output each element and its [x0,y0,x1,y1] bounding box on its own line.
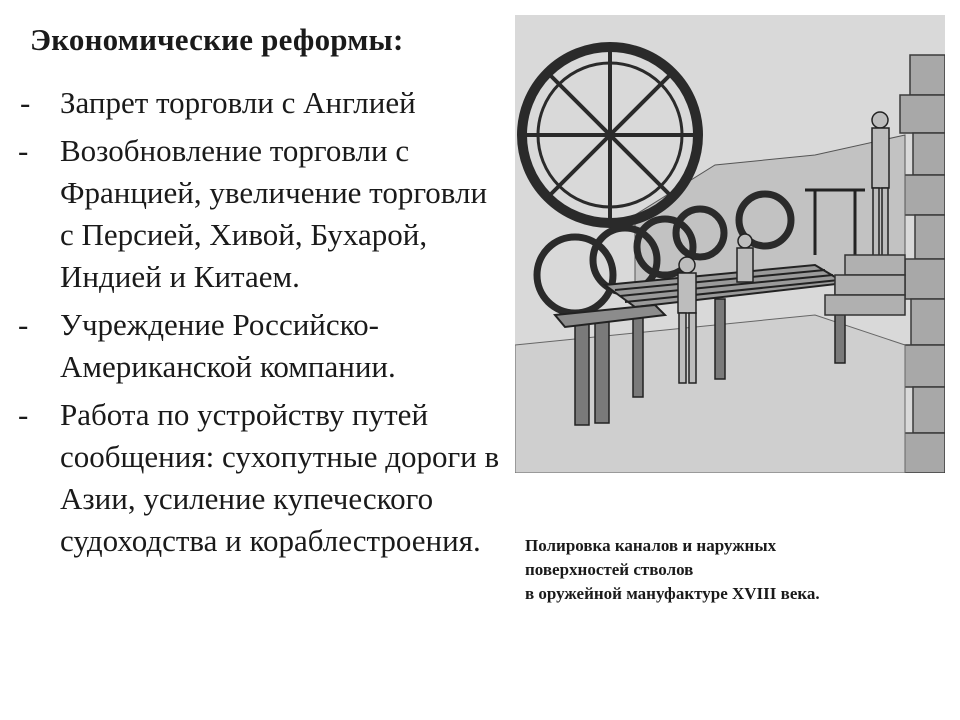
list-item [18,304,508,388]
caption-line: в оружейной мануфактуре XVIII века. [525,584,820,603]
list-marker: - [18,133,29,168]
list-item [18,82,508,124]
list-item-text: Возобновление торговли с Францией, увеличение торговли с Персией, Хивой, Бухарой, Индией и Китаем. [60,133,488,294]
list-item [18,394,508,562]
list-marker: - [20,85,31,120]
list-item-text: Работа по устройству путей сообщения: сухопутные дороги в Азии, усиление купеческого судоходства и кораблестроения. [60,397,500,558]
reform-list [18,82,508,568]
list-marker: - [18,397,29,432]
figure-caption [525,534,945,606]
manufactory-engraving [515,15,945,473]
engraving-illustration [515,15,945,473]
list-item-text: Запрет торговли с Англией [60,85,416,120]
list-item [18,130,508,298]
caption-line: поверхностей стволов [525,560,694,579]
slide-title: Экономические реформы: [30,22,404,57]
list-marker: - [18,307,29,342]
list-item-text: Учреждение Российско-Американской компании. [60,307,396,384]
caption-line: Полировка каналов и наружных [525,536,777,555]
